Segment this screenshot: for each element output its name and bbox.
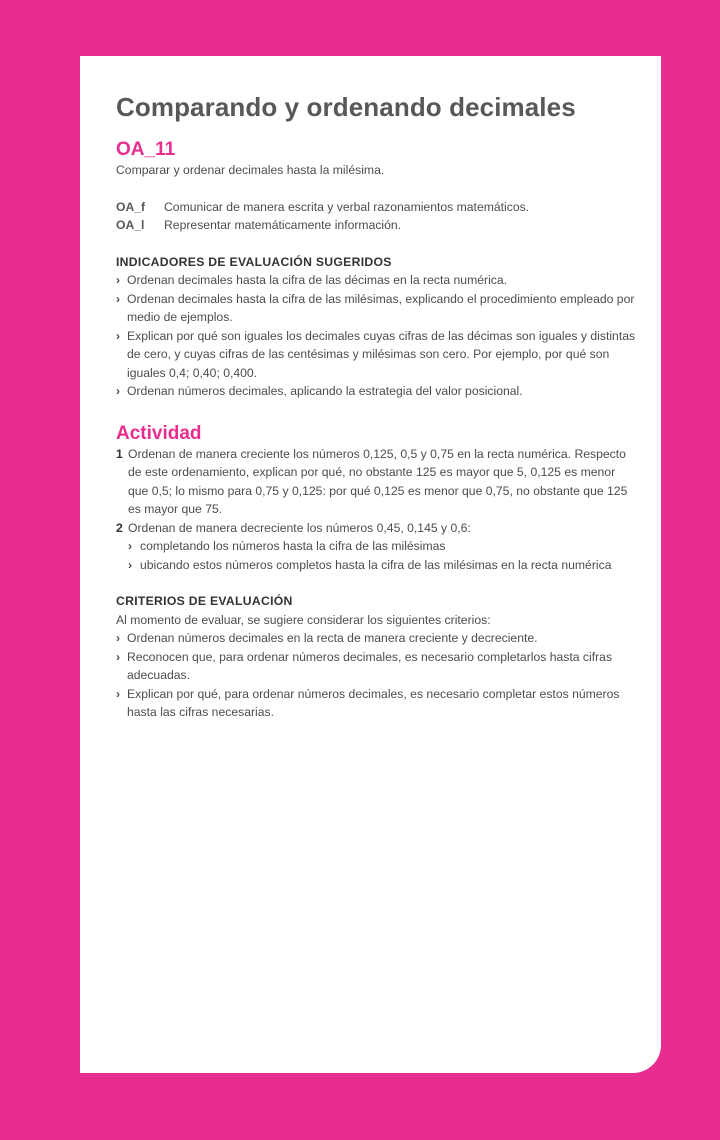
page-title: Comparando y ordenando decimales: [116, 92, 576, 122]
chevron-right-icon: ›: [128, 539, 133, 553]
list-item: [116, 648, 636, 685]
list-item-text: Ordenan decimales hasta la cifra de las décimas en la recta numérica.: [127, 273, 508, 287]
list-item-text: Ordenan números decimales, aplicando la estrategia del valor posicional.: [127, 384, 523, 398]
objective-description: Comparar y ordenar decimales hasta la milésima.: [116, 163, 385, 177]
indicadores-heading: INDICADORES DE EVALUACIÓN SUGERIDOS: [116, 254, 392, 269]
objective-code: OA_11: [116, 139, 176, 160]
list-item-text: Explican por qué son iguales los decimales cuyas cifras de las décimas son iguales y distintas de cero, y cuyas cifras de las centésimas y milésimas son cero. Por ejemplo, por qué son iguales 0,4; 0,40; 0,400.: [127, 328, 636, 380]
chevron-right-icon: ›: [116, 291, 121, 306]
chevron-right-icon: ›: [116, 384, 121, 398]
indicadores-section: [116, 253, 636, 401]
activity-subitems: [128, 537, 636, 574]
list-item: [116, 382, 636, 401]
activity-text: Ordenan de manera decreciente los números 0,45, 0,145 y 0,6:: [128, 520, 471, 535]
chevron-right-icon: ›: [116, 686, 121, 701]
skill-description: Representar matemáticamente información.: [164, 218, 402, 232]
skills-list: [116, 198, 636, 235]
list-item: [116, 685, 636, 722]
skill-code: OA_l: [116, 218, 145, 232]
list-item: [116, 327, 636, 383]
list-item-text: Ordenan números decimales en la recta de manera creciente y decreciente.: [127, 631, 538, 645]
list-item-text: completando los números hasta la cifra de las milésimas: [140, 539, 446, 553]
content-card: [80, 56, 661, 1073]
chevron-right-icon: ›: [116, 273, 121, 287]
criterios-heading: CRITERIOS DE EVALUACIÓN: [116, 594, 293, 608]
list-item-text: Ordenan decimales hasta la cifra de las milésimas, explicando el procedimiento empleado por medio de ejemplos.: [127, 291, 635, 324]
chevron-right-icon: ›: [116, 631, 121, 645]
list-item: [116, 629, 636, 648]
activity-item: [116, 445, 636, 519]
criterios-section: [116, 592, 636, 722]
list-item: [116, 290, 636, 327]
criterios-intro: Al momento de evaluar, se sugiere considerar los siguientes criterios:: [116, 612, 491, 627]
criterios-list: [116, 629, 636, 722]
chevron-right-icon: ›: [116, 328, 121, 343]
activity-number: 1: [116, 446, 123, 461]
skill-row: [116, 198, 636, 217]
chevron-right-icon: ›: [116, 649, 121, 664]
activity-text: Ordenan de manera creciente los números 0,125, 0,5 y 0,75 en la recta numérica. Respecto de este ordenamiento, explican por qué, no obstante 125 es mayor que 5, 0,125 es menor que 0,5; lo mismo para 0,75 y 0,125: por qué 0,125 es menor que 0,75, no obstante que 125 es mayor que 75.: [128, 446, 628, 516]
list-item: [128, 537, 636, 556]
list-item: [116, 271, 636, 290]
indicadores-list: [116, 271, 636, 401]
activity-item: [116, 519, 636, 575]
list-item-text: ubicando estos números completos hasta la cifra de las milésimas en la recta numérica: [140, 557, 612, 572]
list-item: [128, 556, 636, 575]
skill-row: [116, 216, 636, 235]
list-item-text: Reconocen que, para ordenar números decimales, es necesario completarlos hasta cifras adecuadas.: [127, 649, 613, 682]
list-item-text: Explican por qué, para ordenar números decimales, es necesario completar estos números hasta las cifras necesarias.: [127, 686, 620, 719]
skill-code: OA_f: [116, 199, 146, 214]
skill-description: Comunicar de manera escrita y verbal razonamientos matemáticos.: [164, 199, 530, 214]
chevron-right-icon: ›: [128, 557, 133, 572]
activity-number: 2: [116, 520, 123, 535]
actividad-list: [116, 445, 636, 575]
actividad-heading: Actividad: [116, 422, 202, 444]
page-content: [116, 92, 636, 722]
